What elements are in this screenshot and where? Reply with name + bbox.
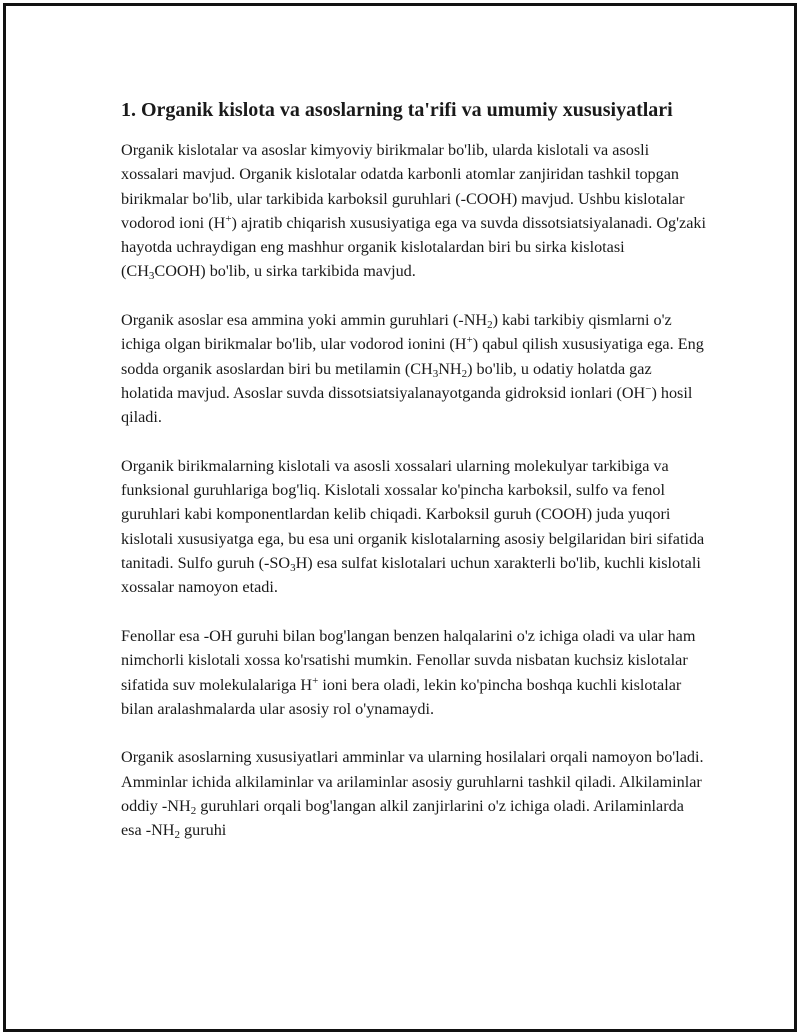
subscript: 2 xyxy=(461,367,468,380)
section-heading: 1. Organik kislota va asoslarning ta'rifi va umumiy xususiyatlari xyxy=(121,99,673,121)
subscript: 2 xyxy=(190,805,197,818)
paragraph-1: Organik kislotalar va asoslar kimyoviy birikmalar bo'lib, ularda kislotali va asosli xossalari mavjud. Organik kislotalar odatda karbonli atomlar zanjiridan tashkil topgan birikmalar bo'lib, ular tarkibida karboksil guruhlari (-COOH) mavjud. Ushbu kislotalar vodorod ioni (H+) ajratib chiqarish xususiyatiga ega va suvda dissotsiatsiyalanadi. Og'zaki hayotda uchraydigan eng mashhur organik kislotalardan biri bu sirka kislotasi $(CH_3COOH)$ bo'lib, u sirka tarkibida mavjud. xyxy=(121,141,707,283)
subscript: 3 xyxy=(290,562,296,575)
subscript: 2 xyxy=(487,319,493,332)
paragraph-5: Organik asoslarning xususiyatlari amminlar va ularning hosilalari orqali namoyon bo'ladi. Amminlar ichida alkilaminlar va arilaminlar asosiy guruhlarni tashkil qiladi. Alkilaminlar oddiy $-NH_2$ guruhlari orqali bog'langan alkil zanjirlarini o'z ichiga oladi. Arilaminlarda esa $-NH_2$ guruhi xyxy=(121,748,704,842)
paragraph-4: Fenollar esa -OH guruhi bilan bog'langan benzen halqalarini o'z ichiga oladi va ular ham nimchorli kislotali xossa ko'rsatishi mumkin. Fenollar suvda nisbatan kuchsiz kislotalar sifatida suv molekulalariga H+ ioni bera oladi, lekin ko'pincha boshqa kuchli kislotalar bilan aralashmalarda ular asosiy rol o'ynamaydi. xyxy=(121,626,696,718)
superscript: − xyxy=(645,382,652,395)
document-page xyxy=(3,3,797,1032)
subscript: 3 xyxy=(148,270,155,283)
superscript: + xyxy=(312,674,319,687)
superscript: + xyxy=(466,334,473,347)
subscript: 3 xyxy=(432,367,439,380)
document-body xyxy=(121,96,706,867)
paragraph-2: Organik asoslar esa ammina yoki ammin guruhlari $(-NH_2)$ kabi tarkibiy qismlarni o'z ichiga olgan birikmalar bo'lib, ular vodorod ionini (H+) qabul qilish xususiyatiga ega. Eng sodda organik asoslardan biri bu metilamin $(CH_3NH_2)$ bo'lib, u odatiy holatda gaz holatida mavjud. Asoslar suvda dissotsiatsiyalanayotganda gidroksid ionlari (OH−) hosil qiladi. xyxy=(121,311,704,427)
subscript: 2 xyxy=(174,829,180,842)
superscript: + xyxy=(225,212,232,225)
paragraph-3: Organik birikmalarning kislotali va asosli xossalari ularning molekulyar tarkibiga va funksional guruhlariga bog'liq. Kislotali xossalar ko'pincha karboksil, sulfo va fenol guruhlari kabi komponentlardan kelib chiqadi. Karboksil guruh (COOH) juda yuqori kislotali xususiyatga ega, bu esa uni organik kislotalarning asosiy belgilaridan biri sifatida tanitadi. Sulfo guruh $(-SO_3H)$ esa sulfat kislotalari uchun xarakterli bo'lib, kuchli kislotali xossalar namoyon etadi. xyxy=(121,456,705,597)
